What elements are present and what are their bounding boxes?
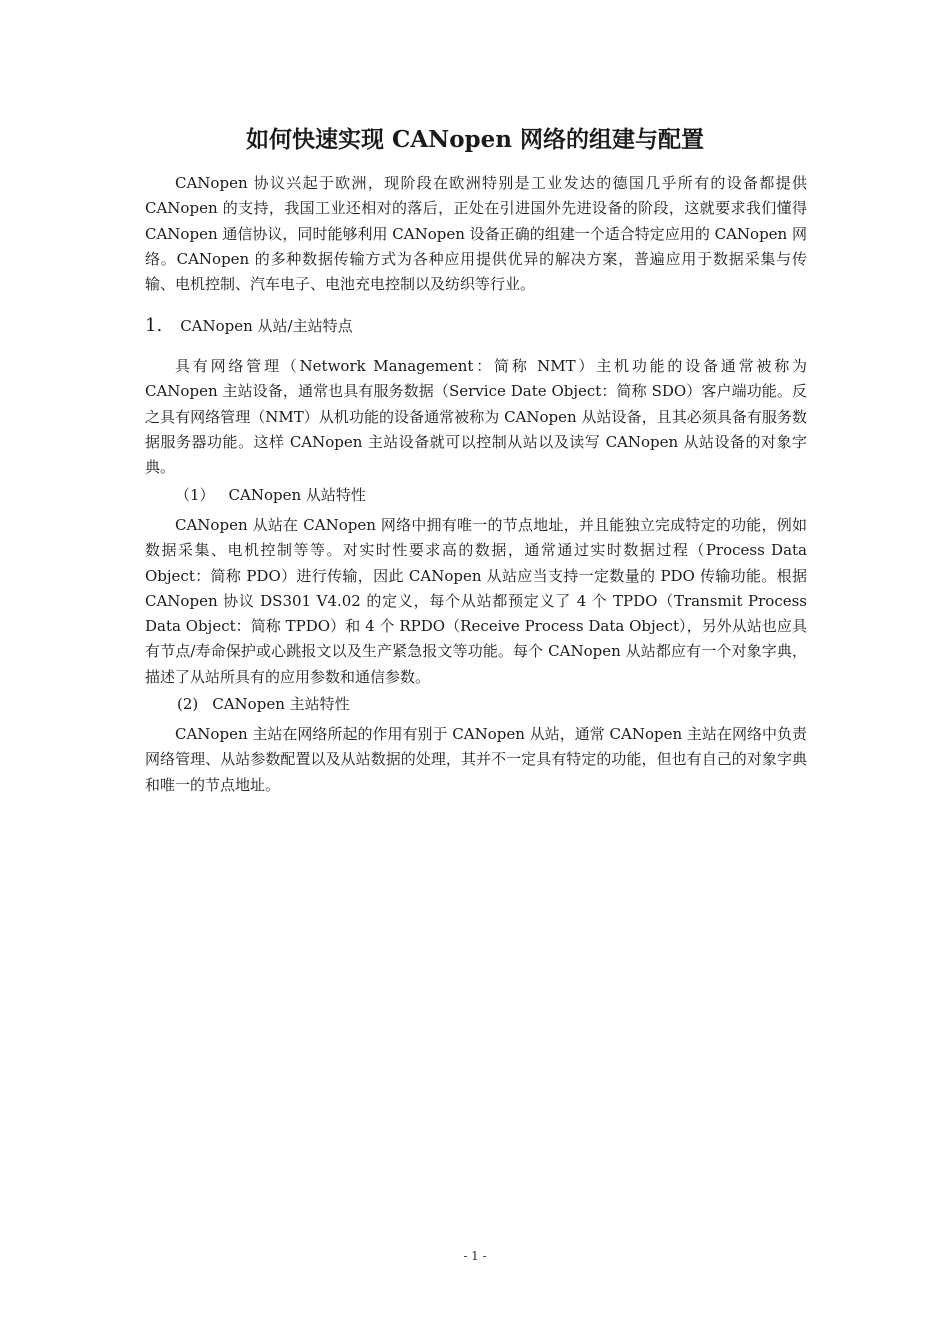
subsection-number: (2) [177, 695, 199, 713]
section-number: 1. [145, 315, 163, 336]
subsection-heading-2 [177, 692, 350, 717]
subsection-number: （1） [175, 486, 215, 504]
intro-paragraph: CANopen 协议兴起于欧洲，现阶段在欧洲特别是工业发达的德国几乎所有的设备都提供 CANopen 的支持，我国工业还相对的落后，正处在引进国外先进设备的阶段，这就要求我们懂得 CANopen 通信协议，同时能够利用 CANopen 设备正确的组建一个适合特定应用的 CANopen 网络。CANopen 的多种数据传输方式为各种应用提供优异的解决方案，普遍应用于数据采集与传输、电机控制、汽车电子、电池充电控制以及纺织等行业。 [145, 174, 807, 294]
subsection2-paragraph: CANopen 主站在网络所起的作用有别于 CANopen 从站，通常 CANopen 主站在网络中负责网络管理、从站参数配置以及从站数据的处理，其并不一定具有特定的功能，但也有自己的对象字典和唯一的节点地址。 [145, 725, 807, 794]
page-number: - 1 - [463, 1249, 487, 1263]
section1-paragraph: 具有网络管理（Network Management：简称 NMT）主机功能的设备通常被称为 CANopen 主站设备，通常也具有服务数据（Service Date Object：简称 SDO）客户端功能。反之具有网络管理（NMT）从机功能的设备通常被称为 CANopen 从站设备，且其必须具备有服务数据服务器功能。这样 CANopen 主站设备就可以控制从站以及读写 CANopen 从站设备的对象字典。 [145, 357, 807, 477]
section-title: CANopen 从站/主站特点 [180, 317, 353, 335]
subsection-title: CANopen 主站特性 [212, 695, 350, 713]
section-heading-1 [145, 313, 353, 339]
subsection-title: CANopen 从站特性 [228, 486, 366, 504]
subsection-heading-1 [175, 483, 366, 508]
document-title: 如何快速实现 CANopen 网络的组建与配置 [246, 126, 704, 153]
subsection1-paragraph: CANopen 从站在 CANopen 网络中拥有唯一的节点地址，并且能独立完成特定的功能，例如数据采集、电机控制等等。对实时性要求高的数据，通常通过实时数据过程（Process Data Object：简称 PDO）进行传输，因此 CANopen 从站应当支持一定数量的 PDO 传输功能。根据 CANopen 协议 DS301 V4.02 的定义，每个从站都预定义了 4 个 TPDO（Transmit Process Data Object：简称 TPDO）和 4 个 RPDO（Receive Process Data Object），另外从站也应具有节点/寿命保护或心跳报文以及生产紧急报文等功能。每个 CANopen 从站都应有一个对象字典，描述了从站所具有的应用参数和通信参数。 [145, 516, 807, 686]
